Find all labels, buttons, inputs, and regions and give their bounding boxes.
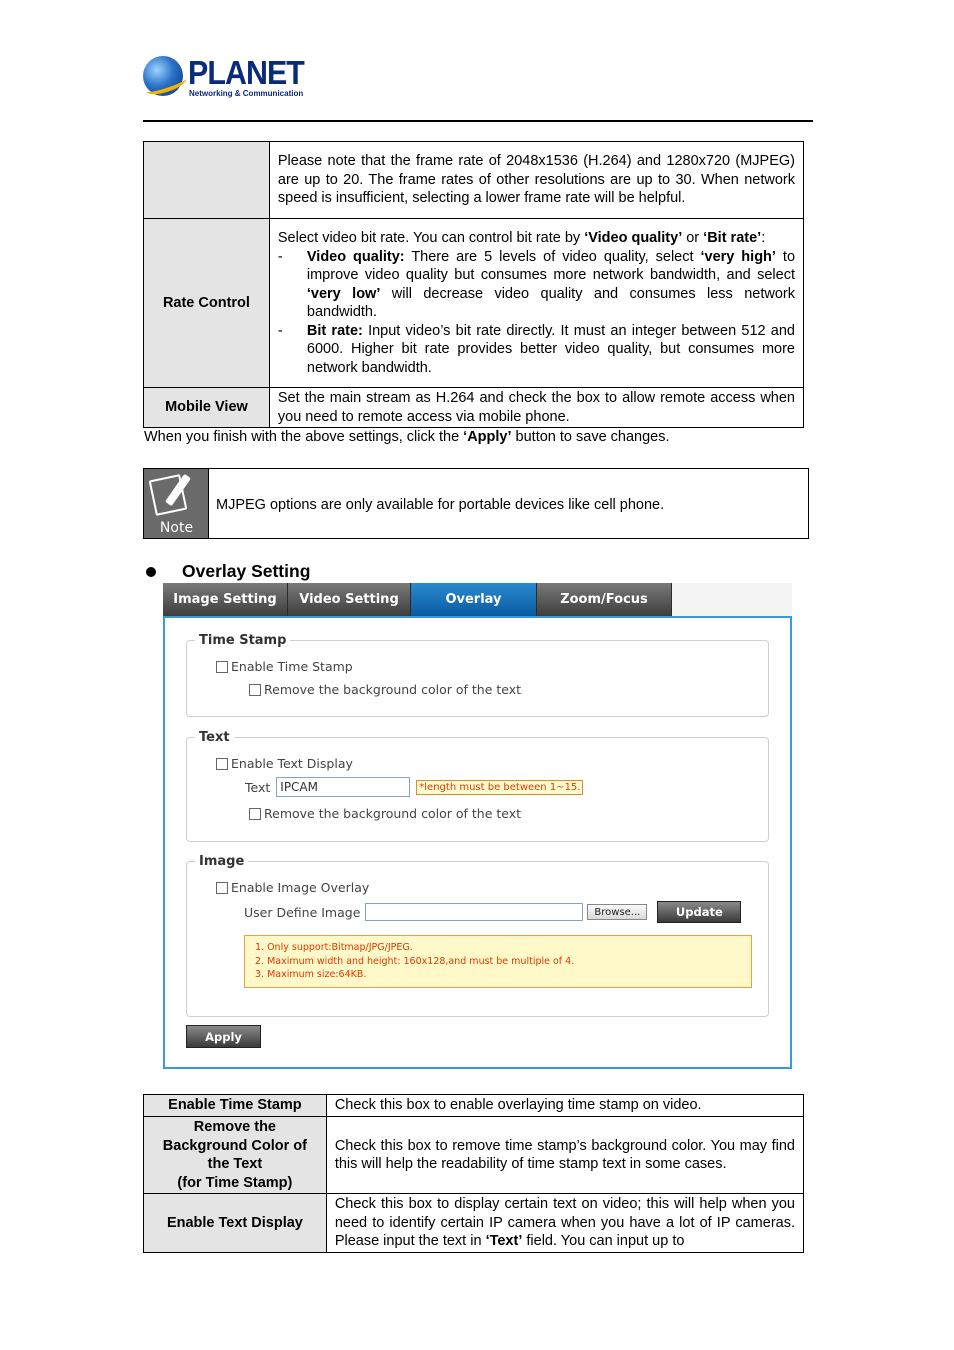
enable-text-label: Enable Text Display [231, 756, 353, 771]
apply-button[interactable]: Apply [186, 1025, 261, 1048]
text-span: button to save changes. [511, 429, 670, 445]
time-stamp-legend: Time Stamp [199, 633, 287, 648]
table-row [144, 388, 804, 428]
requirement-line: 2. Maximum width and height: 160x128,and must be multiple of 4. [255, 955, 575, 967]
text-span: When you finish with the above settings, click the [144, 429, 464, 445]
requirement-line: 3. Maximum size:64KB. [255, 969, 367, 980]
time-stamp-remove-bg-label: Remove the background color of the text [264, 682, 522, 697]
text-field-label: Text [245, 779, 271, 795]
overlay-panel [163, 616, 792, 1069]
time-stamp-remove-bg-row [249, 682, 521, 697]
label-line: (for Time Stamp) [177, 1174, 293, 1191]
row-label: Rate Control [144, 219, 270, 388]
row-label: Mobile View [144, 388, 270, 428]
tab-video-setting[interactable]: Video Setting [288, 583, 411, 616]
row-label: Enable Time Stamp [144, 1095, 327, 1117]
row-description: Set the main stream as H.264 and check the box to allow remote access when you need to remote access via mobile phone. [269, 388, 803, 428]
row-description [326, 1194, 803, 1253]
note-icon [144, 469, 209, 538]
enable-text-row [216, 756, 353, 771]
row-description [269, 219, 803, 388]
table-row [144, 1095, 804, 1117]
user-image-label: User Define Image [244, 904, 361, 920]
user-image-row [244, 901, 741, 923]
text-span: will decrease video quality and consumes less network bandwidth. [306, 285, 795, 320]
enable-image-checkbox[interactable] [216, 882, 228, 894]
overlay-settings-screenshot [163, 583, 792, 1069]
enable-time-stamp-row [216, 659, 353, 674]
overlay-options-table [143, 1094, 804, 1253]
text-span: Select video bit rate. You can control bit rate by [277, 230, 585, 246]
text-span: or [682, 230, 704, 246]
bullet-icon [146, 567, 156, 577]
tab-image-setting[interactable]: Image Setting [163, 583, 288, 616]
table-row [144, 219, 804, 388]
bold-span: Bit rate: [306, 322, 363, 339]
bullet-item [278, 248, 795, 322]
bold-span: ‘Video quality’ [584, 230, 683, 246]
row-label: Enable Text Display [144, 1194, 327, 1253]
tab-overlay[interactable]: Overlay [411, 583, 537, 616]
bold-span: Video quality: [306, 248, 405, 265]
text-remove-bg-label: Remove the background color of the text [264, 806, 522, 821]
bold-span: ‘Bit rate’ [703, 230, 762, 246]
bullet-dash: - [277, 248, 283, 265]
bullet-item [278, 322, 795, 378]
tab-zoom-focus[interactable]: Zoom/Focus [537, 583, 672, 616]
time-stamp-group [186, 633, 769, 717]
planet-logo [143, 56, 303, 100]
update-button[interactable]: Update [657, 901, 741, 923]
time-stamp-remove-bg-checkbox[interactable] [249, 684, 261, 696]
section-title: Overlay Setting [182, 561, 311, 581]
text-span: Check this box to display certain text on video; this will help when you need to identify certain IP camera when you have a lot of IP cameras. Please input the text in [334, 1196, 795, 1249]
enable-text-checkbox[interactable] [216, 758, 228, 770]
text-field-row [245, 777, 583, 797]
section-heading [146, 561, 310, 582]
label-line: Background Color of [162, 1137, 307, 1154]
enable-image-label: Enable Image Overlay [231, 880, 370, 895]
table-row [144, 1194, 804, 1253]
row-description: Please note that the frame rate of 2048x1536 (H.264) and 1280x720 (MJPEG) are up to 20. The frame rates of other resolutions are up to 30. When network speed is insufficient, selecting a lower frame rate will be helpful. [269, 142, 803, 219]
text-span: There are 5 levels of video quality, select [404, 248, 701, 265]
bold-span: ‘very high’ [700, 248, 776, 265]
enable-time-stamp-label: Enable Time Stamp [231, 659, 353, 674]
note-label: Note [159, 520, 194, 536]
label-line: Remove the [193, 1119, 276, 1135]
bold-span: ‘Apply’ [463, 429, 512, 445]
browse-button[interactable]: Browse... [587, 904, 647, 920]
label-line: the Text [207, 1156, 263, 1172]
row-description: Check this box to enable overlaying time stamp on video. [326, 1095, 803, 1117]
user-image-input[interactable] [365, 903, 583, 921]
header-rule [143, 120, 813, 122]
note-text: MJPEG options are only available for portable devices like cell phone. [216, 497, 665, 513]
text-remove-bg-checkbox[interactable] [249, 808, 261, 820]
bullet-text [307, 322, 795, 378]
apply-instruction [144, 428, 670, 446]
enable-image-row [216, 880, 369, 895]
text-legend: Text [199, 730, 230, 745]
bold-span: ‘very low’ [306, 285, 381, 302]
logo-tagline: Networking & Communication [189, 89, 304, 98]
table-row [144, 1117, 804, 1194]
bullet-text [307, 248, 795, 322]
logo-name: PLANET [188, 54, 304, 91]
text-remove-bg-row [249, 806, 521, 821]
text-length-hint: *length must be between 1~15. [416, 780, 583, 795]
settings-table [143, 141, 804, 428]
text-input[interactable]: IPCAM [276, 777, 410, 797]
row-label [144, 1117, 327, 1194]
tab-bar [163, 583, 792, 616]
text-span: : [761, 230, 766, 246]
bullet-dash: - [277, 322, 283, 339]
text-span: Input video’s bit rate directly. It must an integer between 512 and 6000. Higher bit rate provides better video quality, but consumes more network bandwidth. [306, 322, 795, 376]
table-row [144, 142, 804, 219]
row-description: Check this box to remove time stamp’s background color. You may find this will help the readability of time stamp text in some cases. [326, 1117, 803, 1194]
text-span: field. You can input up to [522, 1233, 685, 1249]
enable-time-stamp-checkbox[interactable] [216, 661, 228, 673]
text-span: to improve video quality but consumes more network bandwidth, and select [306, 248, 796, 283]
requirement-line: 1. Only support:Bitmap/JPG/JPEG. [255, 942, 413, 953]
note-box [143, 468, 809, 539]
row-label [144, 142, 270, 219]
image-requirements-box [244, 935, 752, 988]
image-legend: Image [199, 854, 245, 869]
bold-span: ‘Text’ [485, 1233, 523, 1249]
